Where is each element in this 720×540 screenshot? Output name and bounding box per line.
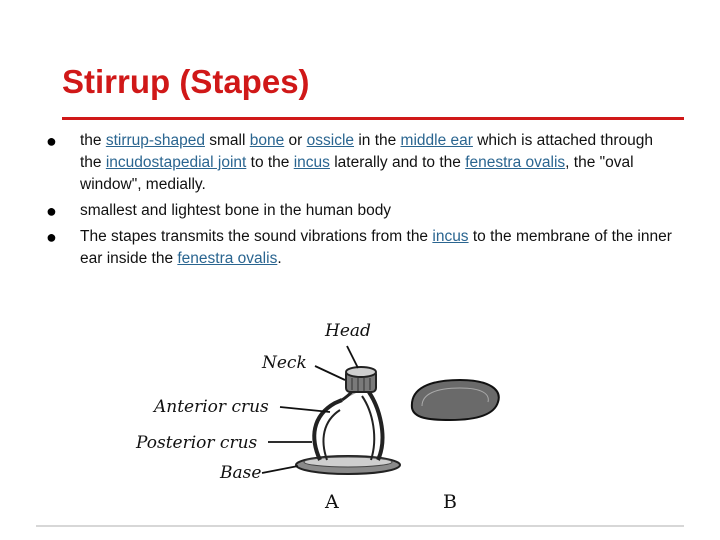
- bullet-text-run: to the membrane of the inner ear inside the: [80, 228, 672, 267]
- wiki-link[interactable]: middle ear: [400, 132, 473, 149]
- bullet-item: [44, 200, 674, 222]
- bullet-text-run: laterally and to the: [329, 154, 466, 171]
- footer-divider: [36, 525, 684, 527]
- label-anterior-crus: Anterior crus: [154, 397, 269, 417]
- bullet-dot-icon: ●: [46, 131, 57, 151]
- wiki-link[interactable]: fenestra ovalis: [465, 154, 566, 171]
- stapes-drawing-a: [296, 367, 400, 474]
- bullet-item: [44, 226, 674, 270]
- bullet-text-run: which is attached through the: [80, 132, 654, 171]
- wiki-link[interactable]: fenestra ovalis: [177, 250, 278, 267]
- wiki-link[interactable]: bone: [249, 132, 285, 149]
- bullet-text-run: in the: [354, 132, 401, 149]
- bullet-item: [44, 130, 674, 196]
- label-head: Head: [325, 321, 371, 341]
- wiki-link[interactable]: incus: [293, 154, 330, 171]
- bullet-text: [80, 202, 391, 219]
- bullet-list: [44, 130, 674, 274]
- bullet-text-run: .: [277, 250, 282, 267]
- wiki-link[interactable]: incudostapedial joint: [105, 154, 247, 171]
- wiki-link[interactable]: stirrup-shaped: [105, 132, 205, 149]
- label-neck: Neck: [262, 353, 307, 373]
- bullet-text-run: smallest and lightest bone in the human body: [80, 202, 392, 219]
- bullet-text-run: the: [80, 132, 106, 149]
- bullet-dot-icon: ●: [46, 201, 57, 221]
- title-divider: [62, 117, 684, 120]
- label-posterior-crus: Posterior crus: [136, 433, 258, 453]
- bullet-dot-icon: ●: [46, 227, 57, 247]
- label-a: A: [325, 491, 339, 513]
- bullet-text-run: , the "oval window", medially.: [80, 154, 634, 193]
- label-b: B: [443, 491, 457, 513]
- footplate-drawing-b: [412, 380, 499, 420]
- bullet-text-run: The stapes transmits the sound vibrations from the: [80, 228, 433, 245]
- bullet-text-run: to the: [246, 154, 294, 171]
- bullet-text: [80, 228, 672, 267]
- label-base: Base: [220, 463, 262, 483]
- wiki-link[interactable]: ossicle: [306, 132, 355, 149]
- bullet-text-run: small: [204, 132, 250, 149]
- bullet-text: [80, 132, 653, 193]
- wiki-link[interactable]: incus: [432, 228, 469, 245]
- stapes-illustration: [130, 308, 530, 523]
- bullet-text-run: or: [284, 132, 307, 149]
- slide-title: Stirrup (Stapes): [62, 63, 310, 100]
